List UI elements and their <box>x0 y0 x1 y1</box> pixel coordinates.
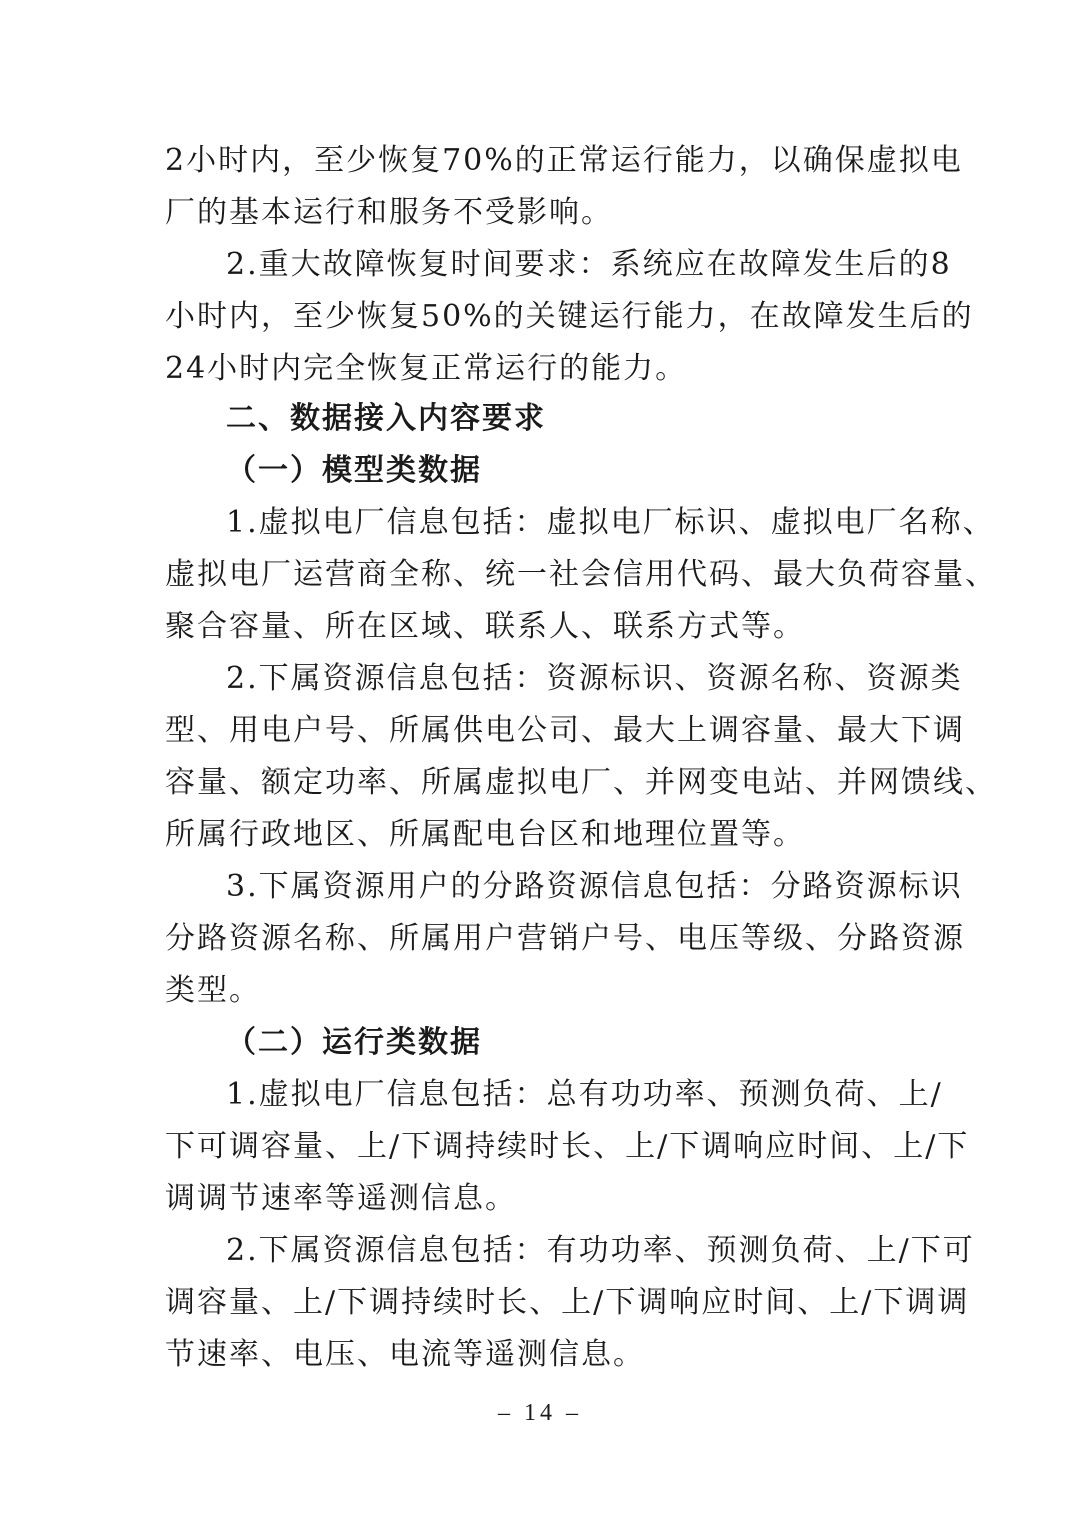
paragraph-line: 下可调容量、上/下调持续时长、上/下调响应时间、上/下 <box>165 1129 970 1164</box>
paragraph-line: 2.下属资源信息包括：资源标识、资源名称、资源类 <box>226 661 963 696</box>
paragraph-line: 2.下属资源信息包括：有功功率、预测负荷、上/下可 <box>226 1233 975 1268</box>
paragraph-line: 1.虚拟电厂信息包括：虚拟电厂标识、虚拟电厂名称、 <box>226 505 995 540</box>
paragraph-line: 所属行政地区、所属配电台区和地理位置等。 <box>165 817 805 852</box>
page-number: – 14 – <box>498 1400 582 1426</box>
paragraph-line: 小时内，至少恢复50%的关键运行能力，在故障发生后的 <box>165 299 974 334</box>
paragraph-line: 类型。 <box>165 973 261 1008</box>
paragraph-line: 虚拟电厂运营商全称、统一社会信用代码、最大负荷容量、 <box>165 557 997 592</box>
paragraph-line: 型、用电户号、所属供电公司、最大上调容量、最大下调 <box>165 713 965 748</box>
paragraph-line: 调容量、上/下调持续时长、上/下调响应时间、上/下调调 <box>165 1285 970 1320</box>
paragraph-line: 24小时内完全恢复正常运行的能力。 <box>165 351 688 386</box>
paragraph-line: 3.下属资源用户的分路资源信息包括：分路资源标识 <box>226 869 963 904</box>
paragraph-line: 调调节速率等遥测信息。 <box>165 1181 517 1216</box>
paragraph-line: 2小时内，至少恢复70%的正常运行能力，以确保虚拟电 <box>165 143 963 178</box>
paragraph-line: 2.重大故障恢复时间要求：系统应在故障发生后的8 <box>226 247 952 282</box>
paragraph-line: 节速率、电压、电流等遥测信息。 <box>165 1337 645 1372</box>
section-heading: 二、数据接入内容要求 <box>226 401 546 436</box>
subsection-heading: （二）运行类数据 <box>226 1025 482 1060</box>
paragraph-line: 1.虚拟电厂信息包括：总有功功率、预测负荷、上/ <box>226 1077 943 1112</box>
subsection-heading: （一）模型类数据 <box>226 453 482 488</box>
paragraph-line: 厂的基本运行和服务不受影响。 <box>165 195 613 230</box>
paragraph-line: 聚合容量、所在区域、联系人、联系方式等。 <box>165 609 805 644</box>
paragraph-line: 容量、额定功率、所属虚拟电厂、并网变电站、并网馈线、 <box>165 765 997 800</box>
paragraph-line: 分路资源名称、所属用户营销户号、电压等级、分路资源 <box>165 921 965 956</box>
